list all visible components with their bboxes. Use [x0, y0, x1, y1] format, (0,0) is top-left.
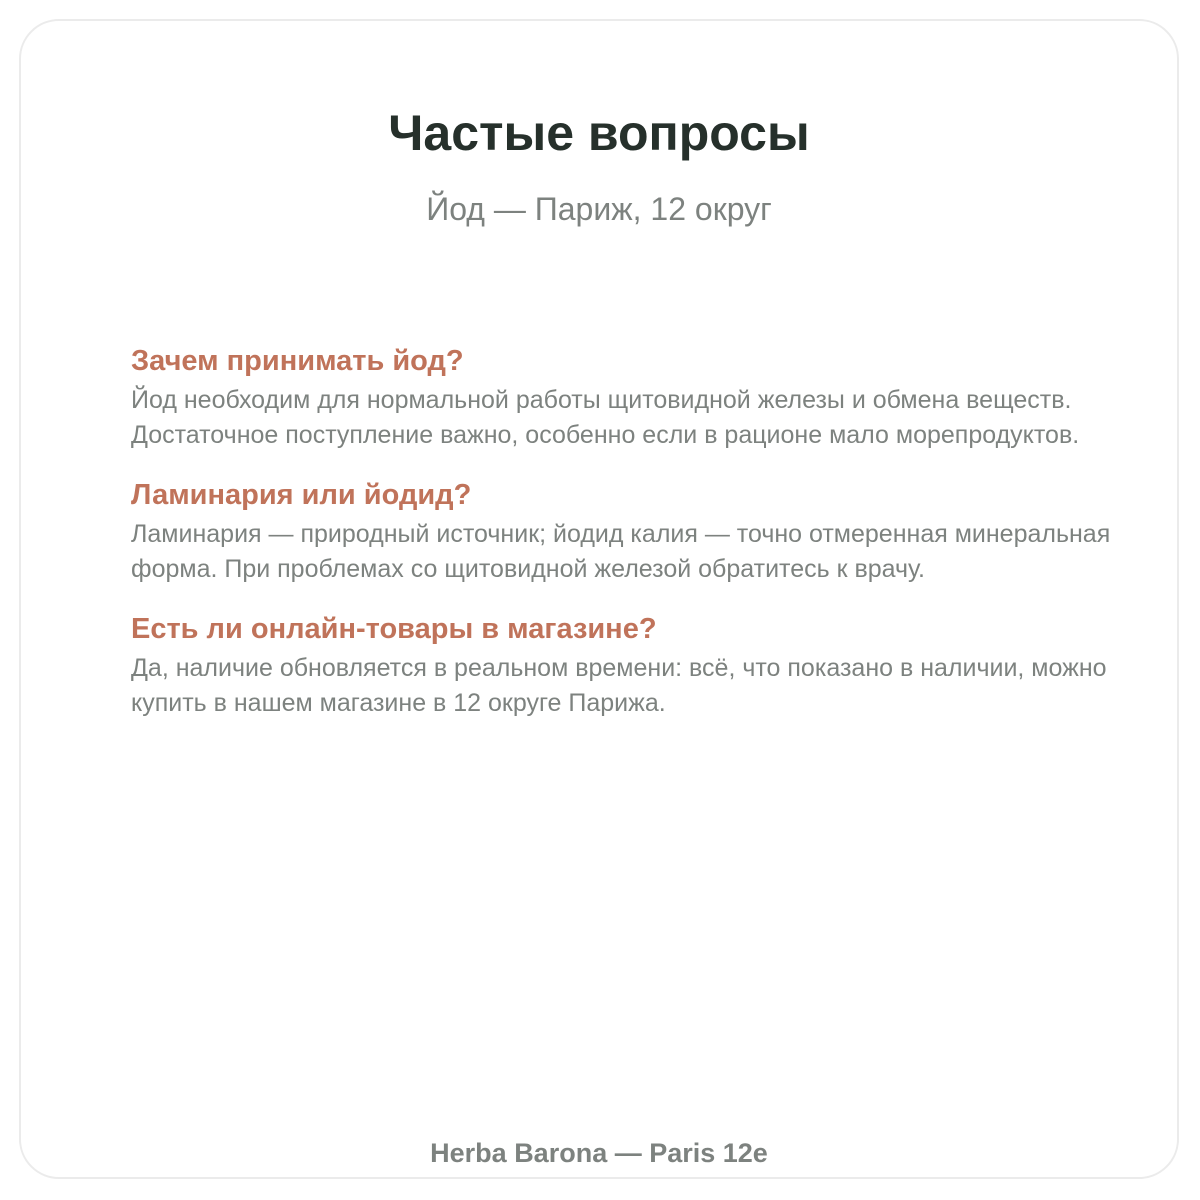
page-subtitle: Йод — Париж, 12 округ: [426, 191, 772, 227]
faq-item: [131, 341, 1121, 453]
faq-item: [131, 609, 1121, 721]
faq-list: [131, 341, 1121, 743]
faq-answer: Да, наличие обновляется в реальном времени: всё, что показано в наличии, можно купить в нашем магазине в 12 округе Парижа.: [131, 654, 1107, 717]
page-title: Частые вопросы: [388, 105, 810, 161]
faq-question: Ламинария или йодид?: [131, 479, 472, 511]
faq-answer: Ламинария — природный источник; йодид калия — точно отмеренная минеральная форма. При проблемах со щитовидной железой обратитесь к врачу.: [131, 520, 1111, 583]
faq-question: Есть ли онлайн-товары в магазине?: [131, 613, 657, 645]
faq-item: [131, 475, 1121, 587]
store-footer: Herba Barona — Paris 12e: [430, 1138, 768, 1168]
faq-card: [19, 19, 1179, 1179]
faq-answer: Йод необходим для нормальной работы щитовидной железы и обмена веществ. Достаточное поступление важно, особенно если в рационе мало морепродуктов.: [131, 386, 1080, 449]
faq-question: Зачем принимать йод?: [131, 345, 464, 377]
